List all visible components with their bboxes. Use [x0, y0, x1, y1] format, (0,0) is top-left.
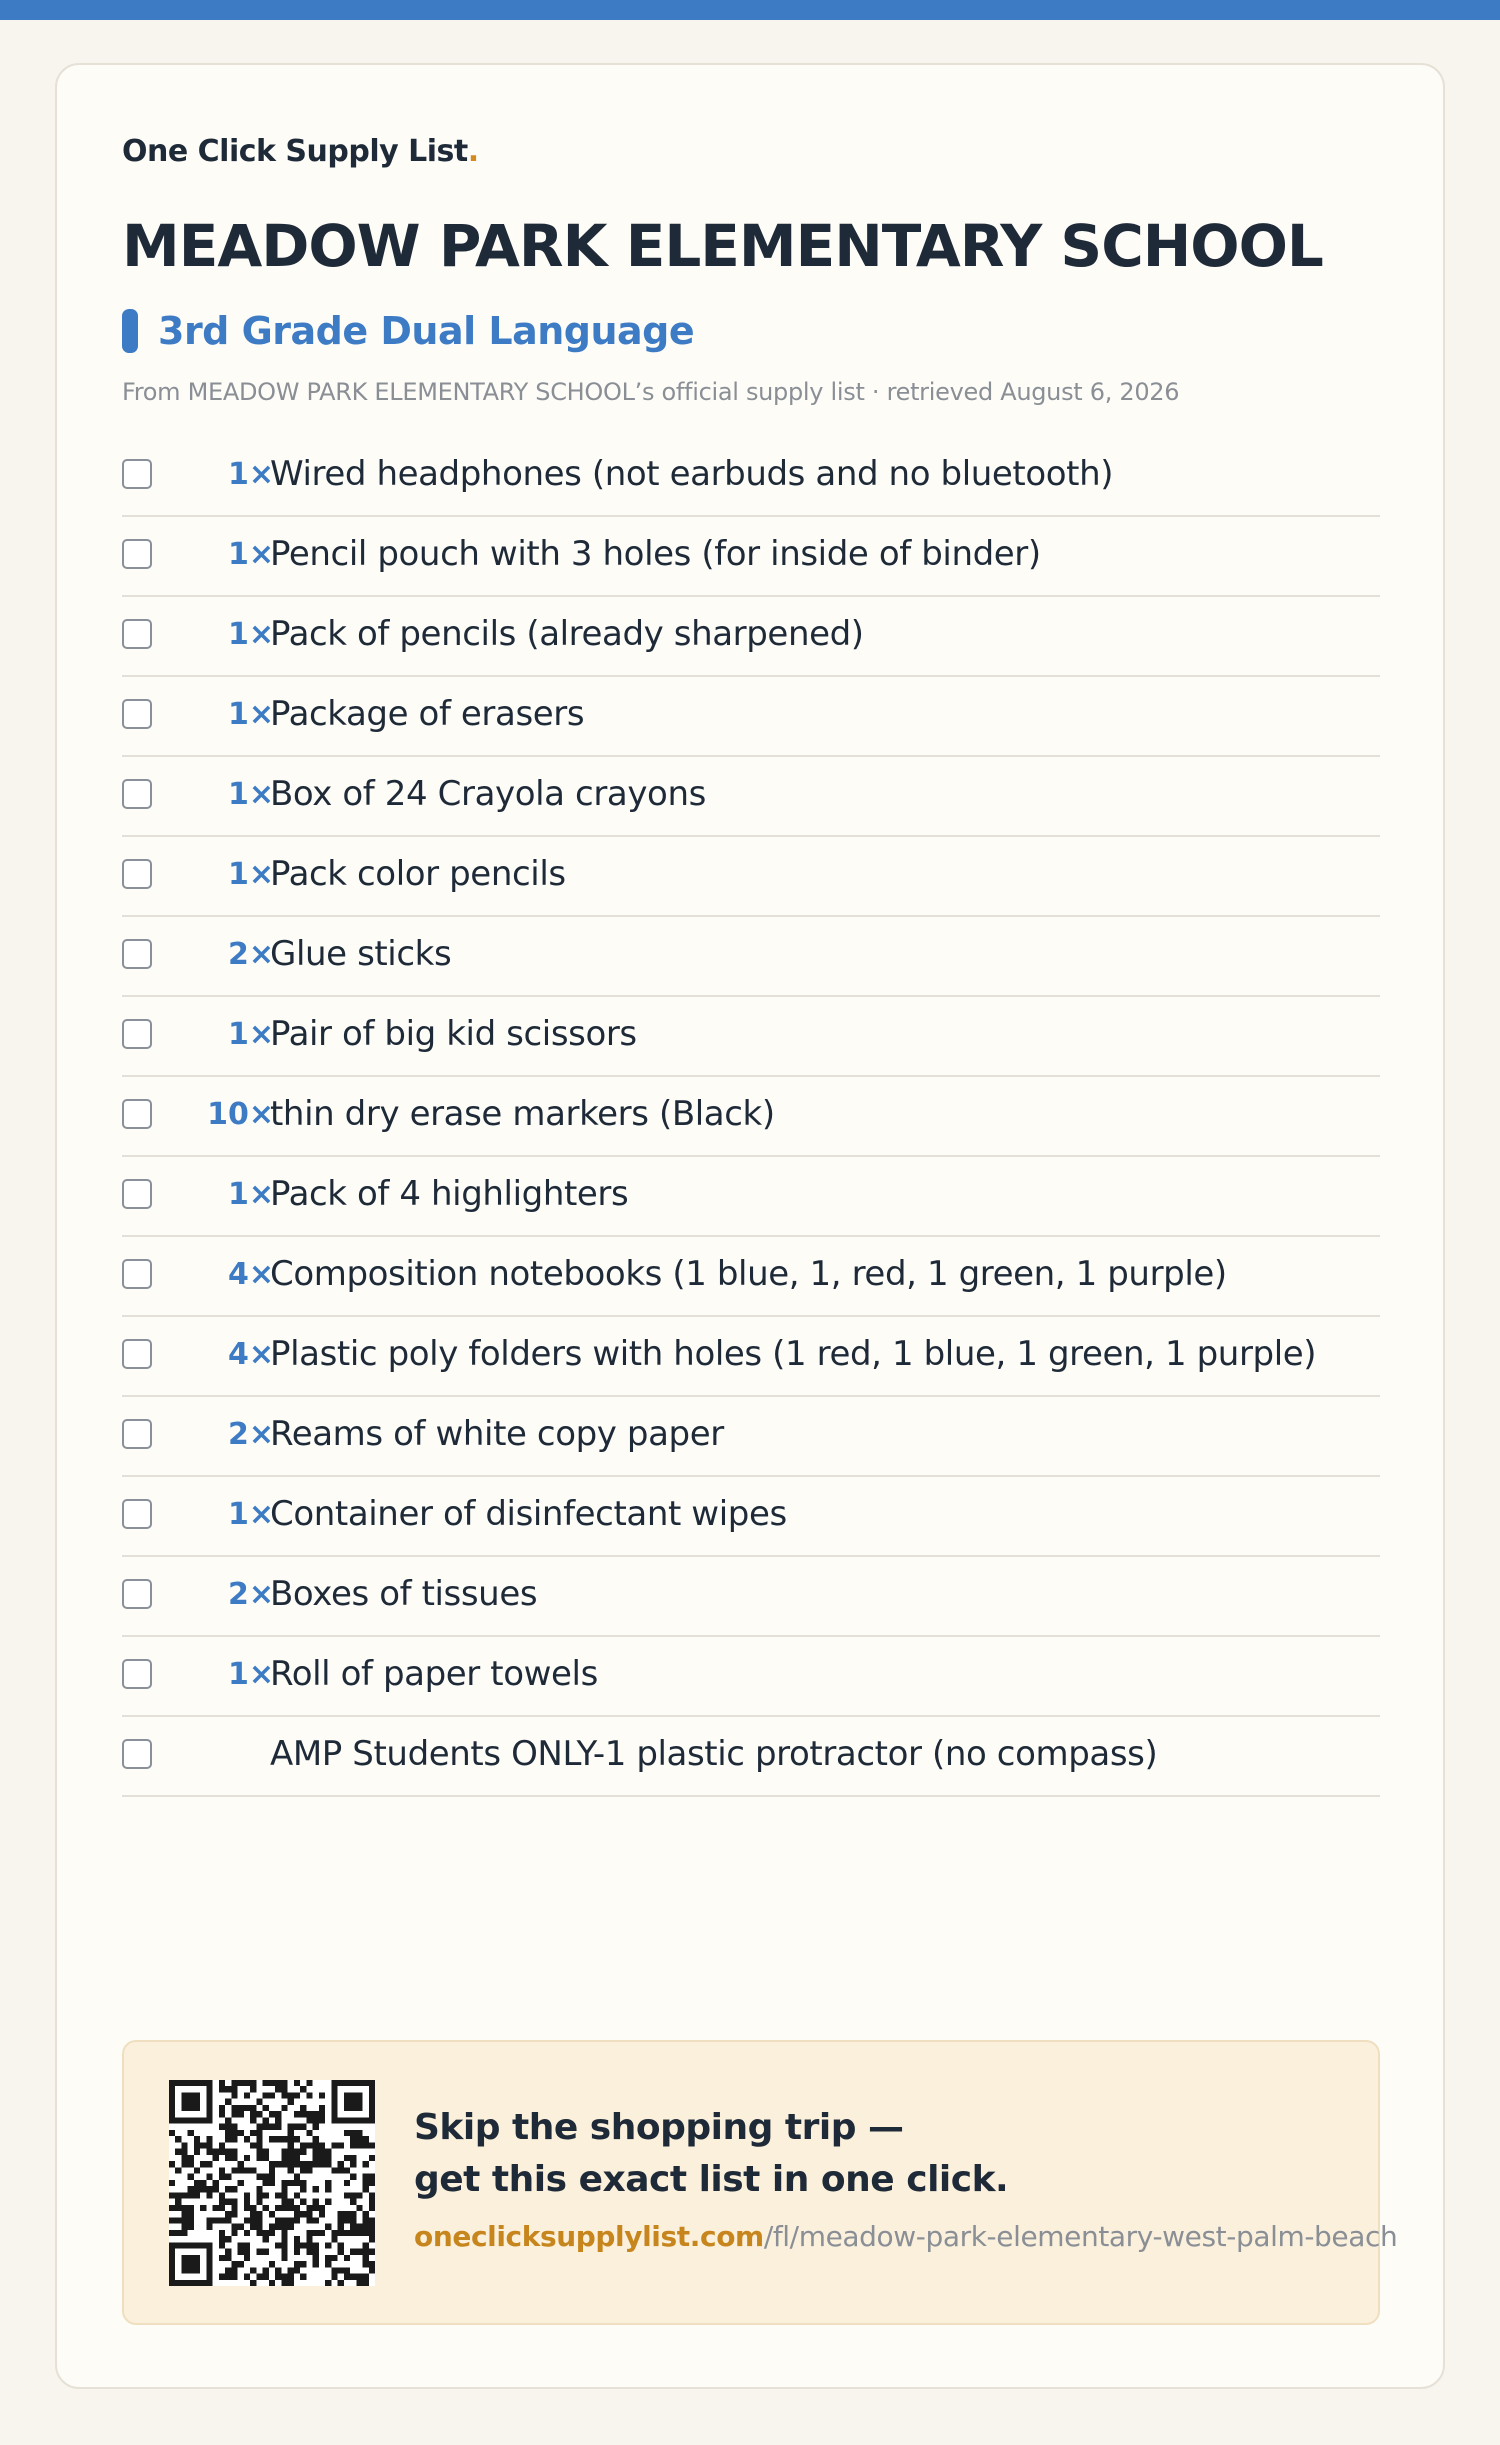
item-checkbox[interactable] — [122, 779, 152, 809]
item-checkbox[interactable] — [122, 1579, 152, 1609]
top-accent-bar — [0, 0, 1500, 20]
list-item — [122, 1397, 1380, 1477]
item-label: Pair of big kid scissors — [270, 1014, 637, 1054]
promo-link[interactable] — [414, 2220, 1397, 2253]
list-item — [122, 517, 1380, 597]
list-item — [122, 997, 1380, 1077]
item-checkbox[interactable] — [122, 619, 152, 649]
brand-dot: . — [467, 134, 479, 169]
item-quantity: 1× — [227, 697, 274, 732]
item-label: Wired headphones (not earbuds and no bluetooth) — [270, 454, 1114, 494]
grade-accent-bar — [122, 309, 138, 353]
item-label: Plastic poly folders with holes (1 red, 1 blue, 1 green, 1 purple) — [270, 1334, 1317, 1374]
list-item — [122, 437, 1380, 517]
list-item — [122, 837, 1380, 917]
item-quantity: 2× — [227, 937, 274, 972]
list-item — [122, 597, 1380, 677]
promo-headline — [414, 2102, 1008, 2206]
item-quantity: 1× — [227, 1017, 274, 1052]
item-label: thin dry erase markers (Black) — [270, 1094, 775, 1134]
item-quantity: 1× — [227, 1497, 274, 1532]
brand-logo — [122, 134, 479, 169]
list-item — [122, 1637, 1380, 1717]
list-item — [122, 1477, 1380, 1557]
item-label: Pack of 4 highlighters — [270, 1174, 629, 1214]
item-label: Pack of pencils (already sharpened) — [270, 614, 864, 654]
item-checkbox[interactable] — [122, 1019, 152, 1049]
list-item — [122, 1157, 1380, 1237]
supply-list — [122, 437, 1380, 1797]
item-label: Pack color pencils — [270, 854, 566, 894]
list-item — [122, 1317, 1380, 1397]
item-quantity: 4× — [227, 1257, 274, 1292]
item-quantity: 1× — [227, 457, 274, 492]
item-quantity: 1× — [227, 777, 274, 812]
list-item — [122, 677, 1380, 757]
item-label: Reams of white copy paper — [270, 1414, 724, 1454]
item-checkbox[interactable] — [122, 1499, 152, 1529]
item-checkbox[interactable] — [122, 939, 152, 969]
promo-box — [122, 2040, 1398, 2325]
item-label: AMP Students ONLY-1 plastic protractor (no compass) — [270, 1734, 1158, 1774]
item-quantity: 4× — [227, 1337, 274, 1372]
item-quantity: 1× — [227, 1177, 274, 1212]
item-quantity: 2× — [227, 1577, 274, 1612]
item-label: Pencil pouch with 3 holes (for inside of binder) — [270, 534, 1041, 574]
promo-headline-line2: get this exact list in one click. — [414, 2159, 1009, 2200]
list-item — [122, 1557, 1380, 1637]
item-checkbox[interactable] — [122, 1099, 152, 1129]
promo-url-path[interactable]: /fl/meadow-park-elementary-west-palm-beach — [763, 2220, 1398, 2253]
item-quantity: 1× — [227, 537, 274, 572]
item-quantity: 10× — [207, 1097, 274, 1132]
item-label: Package of erasers — [270, 694, 585, 734]
brand-name: One Click Supply List — [122, 134, 468, 169]
item-label: Glue sticks — [270, 934, 452, 974]
item-checkbox[interactable] — [122, 1339, 152, 1369]
item-quantity: 2× — [227, 1417, 274, 1452]
item-checkbox[interactable] — [122, 1419, 152, 1449]
list-item — [122, 1237, 1380, 1317]
item-checkbox[interactable] — [122, 1179, 152, 1209]
qr-code-icon[interactable] — [169, 2080, 375, 2286]
list-item — [122, 1077, 1380, 1157]
grade-heading — [122, 308, 694, 354]
item-checkbox[interactable] — [122, 1659, 152, 1689]
item-quantity: 1× — [227, 1657, 274, 1692]
item-quantity: 1× — [227, 617, 274, 652]
grade-label: 3rd Grade Dual Language — [158, 309, 695, 353]
item-label: Boxes of tissues — [270, 1574, 538, 1614]
item-checkbox[interactable] — [122, 1259, 152, 1289]
item-checkbox[interactable] — [122, 699, 152, 729]
item-checkbox[interactable] — [122, 459, 152, 489]
list-item — [122, 1717, 1380, 1797]
item-label: Box of 24 Crayola crayons — [270, 774, 706, 814]
item-label: Roll of paper towels — [270, 1654, 598, 1694]
item-quantity: 1× — [227, 857, 274, 892]
school-name: MEADOW PARK ELEMENTARY SCHOOL — [122, 212, 1323, 280]
item-checkbox[interactable] — [122, 539, 152, 569]
item-label: Composition notebooks (1 blue, 1, red, 1 green, 1 purple) — [270, 1254, 1227, 1294]
item-label: Container of disinfectant wipes — [270, 1494, 787, 1534]
source-line: From MEADOW PARK ELEMENTARY SCHOOL’s official supply list · retrieved August 6, 2026 — [122, 378, 1180, 406]
promo-url-domain[interactable]: oneclicksupplylist.com — [414, 2220, 764, 2253]
promo-headline-line1: Skip the shopping trip — — [414, 2107, 904, 2148]
item-checkbox[interactable] — [122, 859, 152, 889]
list-item — [122, 757, 1380, 837]
list-item — [122, 917, 1380, 997]
item-checkbox[interactable] — [122, 1739, 152, 1769]
